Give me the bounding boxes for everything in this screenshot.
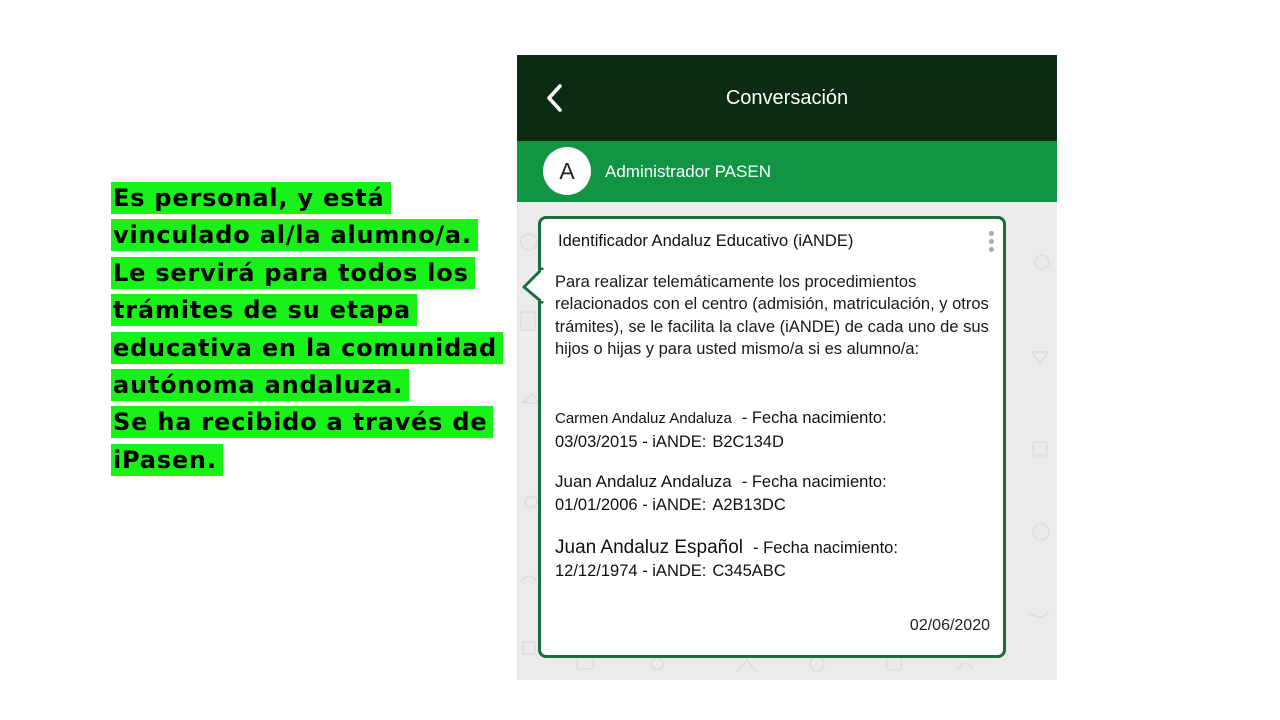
iande-code: C345ABC: [712, 561, 786, 580]
birth-date: 01/01/2006: [555, 495, 638, 514]
birth-label: - Fecha nacimiento:: [741, 409, 887, 427]
iande-label: - iANDE:: [642, 561, 707, 580]
student-entry: [555, 407, 995, 453]
message-body: Para realizar telemáticamente los procedimientos relacionados con el centro (admisión, matriculación, y otros trámites), se le facilita la clave (iANDE) de cada uno de sus hijos o hijas y para usted mismo/a si es alumno/a:: [555, 273, 989, 359]
birth-date: 03/03/2015: [555, 432, 638, 451]
student-name: Carmen Andaluz Andaluza: [555, 410, 732, 427]
app-header: [517, 55, 1057, 141]
caption-line: Es personal, y está: [111, 182, 391, 214]
caption-line: Se ha recibido a través de: [111, 406, 493, 438]
kebab-menu-icon[interactable]: [987, 231, 995, 257]
student-name: Juan Andaluz Español: [555, 537, 744, 558]
student-entry: [555, 471, 995, 516]
message-title: Identificador Andaluz Educativo (iANDE): [558, 232, 854, 250]
caption-line: Le servirá para todos los: [111, 257, 475, 289]
avatar[interactable]: A: [543, 147, 591, 195]
caption-line: trámites de su etapa: [111, 294, 417, 326]
contact-name: Administrador PASEN: [605, 162, 771, 181]
iande-label: - iANDE:: [642, 432, 707, 451]
message-bubble: [538, 216, 1006, 658]
student-entry: [555, 537, 995, 582]
birth-label: - Fecha nacimiento:: [741, 473, 887, 491]
iande-label: - iANDE:: [642, 495, 707, 514]
caption-line: autónoma andaluza.: [111, 369, 409, 401]
birth-date: 12/12/1974: [555, 561, 638, 580]
caption-line: educativa en la comunidad: [111, 332, 503, 364]
iande-code: A2B13DC: [712, 495, 786, 514]
chevron-left-icon[interactable]: [541, 80, 569, 116]
birth-label: - Fecha nacimiento:: [753, 539, 898, 557]
page-title: Conversación: [725, 87, 849, 109]
caption-text: [111, 180, 503, 479]
phone-screen: [517, 55, 1057, 680]
message-date: 02/06/2020: [909, 617, 990, 634]
caption-line: iPasen.: [111, 444, 223, 476]
student-name: Juan Andaluz Andaluza: [555, 472, 732, 491]
caption-line: vinculado al/la alumno/a.: [111, 219, 478, 251]
iande-code: B2C134D: [712, 432, 784, 451]
bubble-tail: [521, 265, 545, 305]
contact-bar: [517, 141, 1057, 202]
